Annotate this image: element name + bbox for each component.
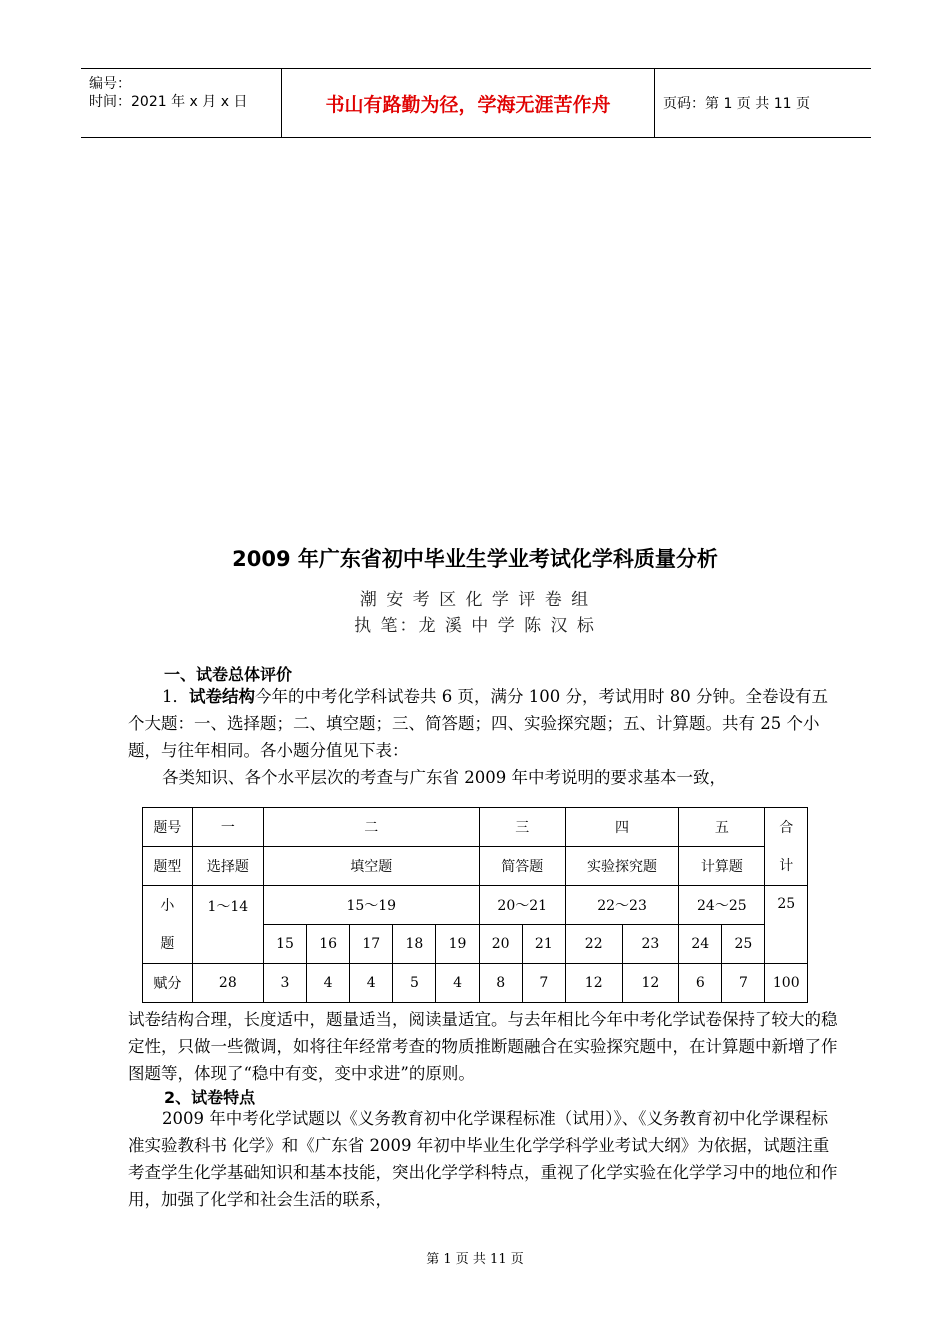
p1-text: 今年的中考化学科试卷共 6 页，满分 100 分，考试用时 80 分钟。全卷设有五个大题：一、选择题；二、填空题；三、简答题；四、实验探究题；五、计算题。共有 25 个小题，与往年相同。各小题分值见下表： [128, 687, 828, 760]
table-row [143, 886, 808, 925]
document-title: 2009 年广东省初中毕业生学业考试化学科质量分析 [232, 547, 718, 571]
table-cell-subquestion-label [143, 886, 193, 964]
table-cell: 计算题 [679, 847, 765, 886]
table-cell: 4 [436, 964, 479, 1003]
table-cell: 12 [622, 964, 679, 1003]
table-cell-total-header [765, 808, 808, 886]
table-cell: 19 [436, 925, 479, 964]
time-label: 时间：2021 年 x 月 x 日 [89, 94, 248, 110]
table-cell: 五 [679, 808, 765, 847]
section2-heading: 2、试卷特点 [164, 1088, 256, 1107]
section1-heading: 一、试卷总体评价 [164, 665, 293, 684]
table-cell: 赋分 [143, 964, 193, 1003]
table-cell: 16 [307, 925, 350, 964]
total-bottom: 计 [779, 857, 794, 874]
table-cell: 15～19 [263, 886, 479, 925]
table-cell: 7 [522, 964, 565, 1003]
table-cell: 选择题 [192, 847, 263, 886]
label-bottom: 题 [160, 935, 175, 952]
table-cell: 一 [192, 808, 263, 847]
table-row [143, 847, 808, 886]
table-cell: 25 [722, 925, 765, 964]
table-cell: 24～25 [679, 886, 765, 925]
table-cell: 22 [565, 925, 622, 964]
p1-bold: 试卷结构 [189, 687, 255, 706]
p1-lead: 1． [162, 687, 189, 706]
p4-text: 2009 年中考化学试题以《义务教育初中化学课程标准（试用）》、《义务教育初中化学课程标准实验教科书 化学》和《广东省 2009 年初中毕业生化学学科学业考试大纲》为依据，试题注重考查学生化学基础知识和基本技能，突出化学学科特点，重视了化学实验在化学学习中的地位和作用，加强了化学和社会生活的联系， [128, 1109, 838, 1209]
table-cell: 21 [522, 925, 565, 964]
header-page-info: 页码：第 1 页 共 11 页 [663, 96, 810, 112]
table-cell: 题号 [143, 808, 193, 847]
table-cell: 17 [350, 925, 393, 964]
table-cell: 二 [263, 808, 479, 847]
document-subtitle-author: 执 笔：龙 溪 中 学 陈 汉 标 [354, 616, 596, 636]
table-cell: 100 [765, 964, 808, 1003]
paragraph-structure [128, 683, 838, 764]
document-subtitle-org: 潮 安 考 区 化 学 评 卷 组 [359, 590, 591, 610]
table-cell: 填空题 [263, 847, 479, 886]
page-header [81, 68, 871, 138]
total-top: 合 [779, 819, 794, 836]
page-footer: 第 1 页 共 11 页 [426, 1252, 524, 1267]
table-cell: 18 [393, 925, 436, 964]
table-cell: 20～21 [479, 886, 565, 925]
table-cell: 15 [263, 925, 306, 964]
table-cell: 7 [722, 964, 765, 1003]
table-cell: 1～14 [192, 886, 263, 964]
table-cell: 22～23 [565, 886, 678, 925]
number-label: 编号： [89, 76, 131, 92]
p2-text: 各类知识、各个水平层次的考查与广东省 2009 年中考说明的要求基本一致， [162, 768, 726, 787]
table-cell: 25 [765, 886, 808, 964]
table-cell: 28 [192, 964, 263, 1003]
table-cell: 12 [565, 964, 622, 1003]
table-cell: 20 [479, 925, 522, 964]
table-cell: 四 [565, 808, 678, 847]
table-cell: 8 [479, 964, 522, 1003]
table-cell: 4 [350, 964, 393, 1003]
table-cell: 5 [393, 964, 436, 1003]
header-meta [81, 69, 282, 137]
table-cell: 6 [679, 964, 722, 1003]
score-table [142, 807, 808, 1003]
table-cell: 23 [622, 925, 679, 964]
label-top: 小 [160, 897, 175, 914]
table-cell: 4 [307, 964, 350, 1003]
table-row [143, 808, 808, 847]
paragraph-features [128, 1105, 838, 1213]
table-cell: 简答题 [479, 847, 565, 886]
table-row [143, 964, 808, 1003]
table-cell: 3 [263, 964, 306, 1003]
table-cell: 实验探究题 [565, 847, 678, 886]
header-motto: 书山有路勤为径，学海无涯苦作舟 [282, 69, 655, 137]
table-cell: 题型 [143, 847, 193, 886]
table-cell: 24 [679, 925, 722, 964]
paragraph-stability: 试卷结构合理，长度适中，题量适当，阅读量适宜。与去年相比今年中考化学试卷保持了较大的稳定性，只做一些微调，如将往年经常考查的物质推断题融合在实验探究题中，在计算题中新增了作图题等，体现了“稳中有变，变中求进”的原则。 [128, 1010, 838, 1083]
table-cell: 三 [479, 808, 565, 847]
paragraph-requirements [128, 764, 838, 791]
